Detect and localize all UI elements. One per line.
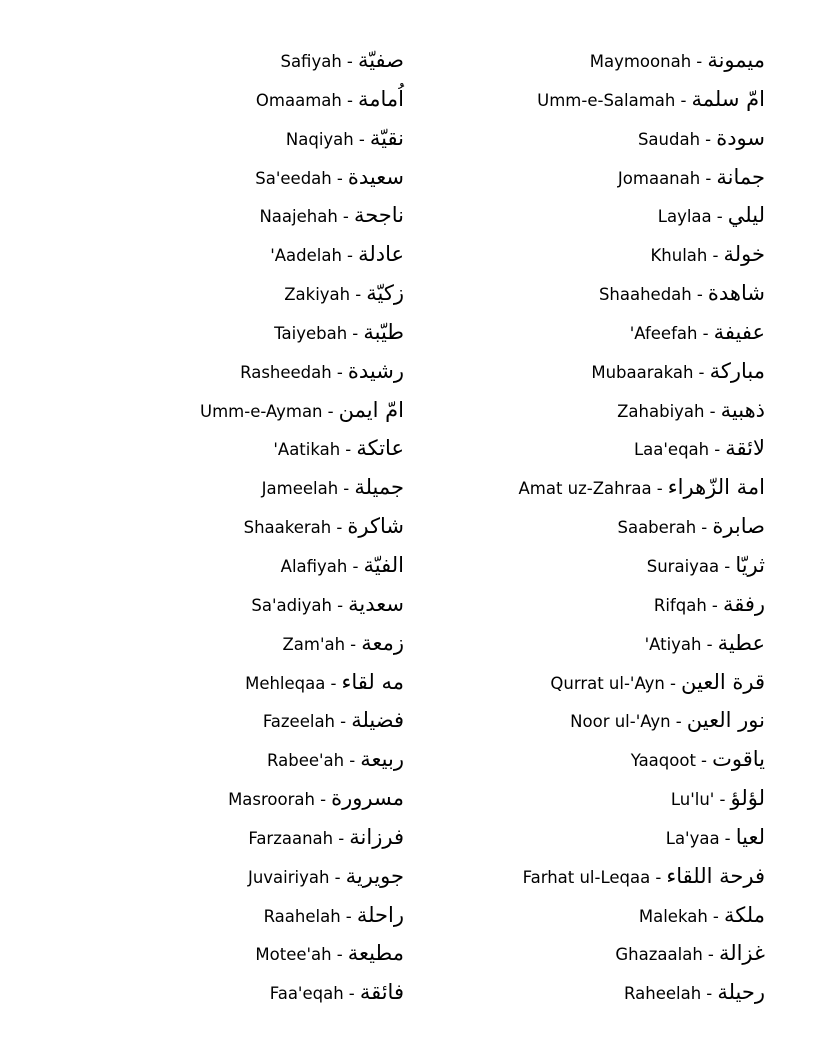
arabic-name: رفقة bbox=[722, 591, 765, 616]
latin-name: Alafiyah bbox=[280, 556, 348, 576]
arabic-name: لائقة bbox=[725, 436, 765, 461]
left-column-name-entry bbox=[273, 429, 404, 469]
name-separator: - bbox=[707, 945, 714, 965]
arabic-name: شاهدة bbox=[707, 281, 765, 306]
name-row bbox=[0, 701, 816, 740]
name-separator: - bbox=[656, 479, 663, 499]
latin-name: Masroorah bbox=[228, 790, 315, 810]
name-separator: - bbox=[340, 712, 347, 732]
arabic-name: راحلة bbox=[356, 902, 404, 927]
arabic-name: فائقة bbox=[359, 980, 404, 1005]
latin-name: 'Afeefah bbox=[629, 323, 698, 343]
left-column-name-entry bbox=[286, 119, 404, 159]
name-separator: - bbox=[346, 52, 353, 71]
right-column-name-entry bbox=[650, 235, 765, 275]
arabic-name: ليلي bbox=[727, 203, 765, 228]
right-column-name-entry bbox=[523, 857, 765, 897]
name-separator: - bbox=[716, 207, 723, 227]
name-separator: - bbox=[336, 362, 343, 382]
arabic-name: سودة bbox=[716, 125, 765, 150]
name-separator: - bbox=[330, 673, 337, 693]
arabic-name: ميمونة bbox=[707, 48, 765, 72]
name-row bbox=[0, 779, 816, 818]
arabic-name: صفيّة bbox=[357, 48, 404, 72]
latin-name: Rabee'ah bbox=[267, 751, 345, 771]
name-separator: - bbox=[343, 479, 350, 499]
latin-name: Juvairiyah bbox=[247, 867, 330, 887]
latin-name: Saaberah bbox=[617, 518, 697, 538]
latin-name: Maymoonah bbox=[589, 52, 692, 71]
arabic-name: ربيعة bbox=[360, 747, 404, 772]
latin-name: Omaamah bbox=[255, 90, 342, 110]
right-column-name-entry bbox=[647, 546, 765, 586]
name-separator: - bbox=[349, 751, 356, 771]
latin-name: Umm-e-Salamah bbox=[537, 90, 676, 110]
right-column-name-entry bbox=[590, 41, 765, 81]
right-column-name-entry bbox=[658, 196, 765, 236]
latin-name: Laa'eqah bbox=[633, 440, 710, 460]
latin-name: Raahelah bbox=[263, 906, 341, 926]
right-column-name-entry bbox=[617, 507, 765, 547]
latin-name: Shaakerah bbox=[243, 518, 332, 538]
name-separator: - bbox=[338, 828, 345, 848]
latin-name: Malekah bbox=[638, 906, 708, 926]
name-separator: - bbox=[337, 595, 344, 615]
left-column-name-entry bbox=[282, 624, 404, 664]
arabic-name: رحيلة bbox=[717, 980, 765, 1005]
right-column-name-entry bbox=[645, 624, 765, 664]
name-separator: - bbox=[347, 246, 353, 266]
name-separator: - bbox=[706, 984, 713, 1004]
right-column-name-entry bbox=[654, 585, 765, 625]
arabic-name: فرحة اللقاء bbox=[666, 863, 765, 888]
name-row bbox=[0, 313, 816, 352]
name-separator: - bbox=[712, 906, 719, 926]
arabic-name: زمعة bbox=[361, 630, 404, 655]
latin-name: 'Aatikah bbox=[273, 440, 341, 460]
left-column-name-entry bbox=[263, 701, 404, 741]
arabic-name: زكيّة bbox=[366, 281, 404, 306]
arabic-name: شاكرة bbox=[347, 514, 404, 539]
name-row bbox=[0, 468, 816, 507]
latin-name: Umm-e-Ayman bbox=[200, 401, 323, 421]
arabic-name: نور العين bbox=[686, 708, 765, 733]
arabic-name: مبارکة bbox=[709, 358, 765, 383]
arabic-name: قرة العين bbox=[681, 669, 765, 694]
name-separator: - bbox=[348, 984, 355, 1004]
right-column-name-entry bbox=[591, 352, 765, 392]
right-column-name-entry bbox=[634, 429, 765, 469]
name-row bbox=[0, 585, 816, 624]
name-row bbox=[0, 934, 816, 973]
name-row bbox=[0, 158, 816, 197]
right-column-name-entry bbox=[639, 896, 765, 936]
arabic-name: عفيفة bbox=[713, 319, 765, 344]
arabic-name: ملكة bbox=[723, 902, 765, 927]
name-separator: - bbox=[320, 790, 327, 810]
arabic-name: جميلة bbox=[354, 475, 404, 500]
arabic-name: امّ ايمن bbox=[338, 397, 404, 422]
latin-name: Lu'lu' bbox=[670, 790, 715, 810]
latin-name: Mubaarakah bbox=[591, 362, 694, 382]
latin-name: Naqiyah bbox=[285, 129, 354, 149]
latin-name: Shaahedah bbox=[598, 285, 692, 305]
right-column-name-entry bbox=[671, 779, 765, 819]
arabic-name: رشيدة bbox=[347, 358, 404, 383]
left-column-name-entry bbox=[245, 663, 404, 703]
name-separator: - bbox=[680, 90, 687, 110]
arabic-name: صابرة bbox=[712, 514, 765, 539]
name-separator: - bbox=[711, 595, 718, 615]
name-row bbox=[0, 274, 816, 313]
left-column-name-entry bbox=[270, 973, 404, 1013]
name-separator: - bbox=[669, 673, 676, 693]
name-separator: - bbox=[705, 129, 712, 149]
name-separator: - bbox=[336, 945, 343, 965]
name-separator: - bbox=[358, 129, 365, 149]
name-separator: - bbox=[350, 634, 357, 654]
arabic-name: فرزانة bbox=[349, 824, 404, 849]
name-separator: - bbox=[724, 828, 731, 848]
name-row bbox=[0, 80, 816, 119]
right-column-name-entry bbox=[631, 740, 765, 780]
name-row bbox=[0, 196, 816, 235]
arabic-name: اُمامة bbox=[358, 86, 404, 111]
left-column-name-entry bbox=[284, 274, 404, 314]
name-separator: - bbox=[327, 401, 334, 421]
arabic-name: غزالة bbox=[718, 941, 765, 966]
name-separator: - bbox=[701, 751, 707, 771]
name-separator: - bbox=[342, 207, 349, 227]
right-column-name-entry bbox=[618, 158, 765, 198]
left-column-name-entry bbox=[255, 934, 404, 974]
name-row bbox=[0, 663, 816, 702]
arabic-name: سعيدة bbox=[347, 164, 404, 189]
arabic-name: نقيّة bbox=[369, 125, 404, 150]
right-column-name-entry bbox=[638, 119, 765, 159]
arabic-name: الفيّة bbox=[363, 552, 404, 577]
right-column-name-entry bbox=[617, 391, 765, 431]
name-row bbox=[0, 41, 816, 80]
name-separator: - bbox=[705, 168, 712, 188]
right-column-name-entry bbox=[666, 818, 765, 858]
name-separator: - bbox=[675, 712, 682, 732]
right-column-name-entry bbox=[624, 973, 765, 1013]
name-separator: - bbox=[352, 556, 359, 576]
name-separator: - bbox=[334, 867, 341, 887]
latin-name: Farzaanah bbox=[248, 828, 334, 848]
left-column-name-entry bbox=[248, 857, 404, 897]
name-row bbox=[0, 391, 816, 430]
arabic-name: جويرية bbox=[345, 863, 404, 888]
latin-name: Motee'ah bbox=[255, 945, 332, 965]
name-row bbox=[0, 429, 816, 468]
latin-name: Amat uz-Zahraa bbox=[518, 479, 652, 499]
arabic-name: مسرورة bbox=[331, 786, 404, 811]
latin-name: Mehleqaa bbox=[245, 673, 326, 693]
latin-name: Saudah bbox=[637, 129, 701, 149]
arabic-name: جمانة bbox=[716, 164, 765, 189]
arabic-name: مه لقاء bbox=[341, 669, 404, 694]
left-column-name-entry bbox=[280, 41, 404, 81]
name-row bbox=[0, 818, 816, 857]
right-column-name-entry bbox=[599, 274, 765, 314]
name-row bbox=[0, 624, 816, 663]
arabic-name: لعيا bbox=[735, 824, 765, 849]
name-separator: - bbox=[709, 401, 716, 421]
latin-name: Sa'eedah bbox=[255, 168, 332, 188]
arabic-name: عاتكة bbox=[356, 436, 404, 461]
latin-name: Ghazaalah bbox=[615, 945, 703, 965]
name-row bbox=[0, 973, 816, 1012]
name-separator: - bbox=[352, 323, 359, 343]
arabic-name: ذهبية bbox=[720, 397, 765, 422]
left-column-name-entry bbox=[244, 507, 404, 547]
latin-name: Zam'ah bbox=[282, 634, 346, 654]
name-separator: - bbox=[714, 440, 721, 460]
left-column-name-entry bbox=[248, 818, 404, 858]
left-column-name-entry bbox=[264, 896, 404, 936]
name-separator: - bbox=[696, 285, 703, 305]
name-separator: - bbox=[345, 440, 352, 460]
left-column-name-entry bbox=[274, 313, 404, 353]
name-separator: - bbox=[336, 168, 343, 188]
left-column-name-entry bbox=[228, 779, 404, 819]
latin-name: Taiyebah bbox=[274, 323, 348, 343]
name-separator: - bbox=[698, 362, 705, 382]
name-separator: - bbox=[355, 285, 362, 305]
left-column-name-entry bbox=[256, 80, 404, 120]
right-column-name-entry bbox=[537, 80, 765, 120]
arabic-name: امّ سلمة bbox=[691, 86, 765, 111]
right-column-name-entry bbox=[615, 934, 765, 974]
name-separator: - bbox=[719, 790, 726, 810]
latin-name: Rifqah bbox=[653, 595, 707, 615]
left-column-name-entry bbox=[255, 158, 404, 198]
name-row bbox=[0, 235, 816, 274]
arabic-name: امة الزّهراء bbox=[667, 475, 765, 500]
name-separator: - bbox=[706, 634, 713, 654]
name-row bbox=[0, 546, 816, 585]
name-separator: - bbox=[701, 518, 708, 538]
left-column-name-entry bbox=[267, 740, 404, 780]
latin-name: Rasheedah bbox=[240, 362, 332, 382]
name-separator: - bbox=[345, 906, 352, 926]
latin-name: Naajehah bbox=[259, 207, 338, 227]
arabic-name: خولة bbox=[723, 242, 765, 267]
latin-name: Jomaanah bbox=[617, 168, 701, 188]
left-column-name-entry bbox=[262, 468, 404, 508]
arabic-name: فضيلة bbox=[351, 708, 404, 733]
name-separator: - bbox=[655, 867, 662, 887]
latin-name: Zakiyah bbox=[284, 285, 351, 305]
name-separator: - bbox=[702, 323, 709, 343]
arabic-name: مطيعة bbox=[347, 941, 404, 966]
latin-name: Jameelah bbox=[261, 479, 339, 499]
right-column-name-entry bbox=[630, 313, 765, 353]
arabic-name: ياقوت bbox=[712, 747, 765, 772]
name-separator: - bbox=[696, 52, 703, 71]
latin-name: Noor ul-'Ayn bbox=[570, 712, 671, 732]
latin-name: Sa'adiyah bbox=[251, 595, 332, 615]
latin-name: Laylaa bbox=[657, 207, 712, 227]
latin-name: Raheelah bbox=[624, 984, 702, 1004]
name-separator: - bbox=[724, 556, 731, 576]
latin-name: Yaaqoot bbox=[630, 751, 696, 771]
right-column-name-entry bbox=[550, 663, 765, 703]
latin-name: La'yaa bbox=[665, 828, 720, 848]
left-column-name-entry bbox=[270, 235, 404, 275]
latin-name: 'Atiyah bbox=[644, 634, 702, 654]
right-column-name-entry bbox=[518, 468, 765, 508]
left-column-name-entry bbox=[240, 352, 404, 392]
names-list bbox=[0, 41, 816, 1012]
latin-name: Khulah bbox=[650, 246, 708, 266]
latin-name: Suraiyaa bbox=[646, 556, 720, 576]
arabic-name: ثريّا bbox=[735, 552, 765, 577]
latin-name: 'Aadelah bbox=[270, 246, 342, 266]
left-column-name-entry bbox=[281, 546, 404, 586]
name-row bbox=[0, 352, 816, 391]
left-column-name-entry bbox=[259, 196, 404, 236]
name-separator: - bbox=[712, 246, 719, 266]
latin-name: Fazeelah bbox=[262, 712, 336, 732]
name-separator: - bbox=[336, 518, 343, 538]
arabic-name: عطية bbox=[717, 630, 765, 655]
arabic-name: طيّبة bbox=[363, 319, 404, 344]
name-row bbox=[0, 896, 816, 935]
left-column-name-entry bbox=[200, 391, 404, 431]
name-row bbox=[0, 740, 816, 779]
name-row bbox=[0, 507, 816, 546]
latin-name: Qurrat ul-'Ayn bbox=[550, 673, 665, 693]
latin-name: Safiyah bbox=[280, 52, 342, 71]
name-row bbox=[0, 119, 816, 158]
left-column-name-entry bbox=[251, 585, 404, 625]
arabic-name: سعدية bbox=[348, 591, 404, 616]
right-column-name-entry bbox=[570, 701, 765, 741]
name-separator: - bbox=[346, 90, 353, 110]
name-row bbox=[0, 857, 816, 896]
latin-name: Faa'eqah bbox=[269, 984, 344, 1004]
arabic-name: ناجحة bbox=[353, 203, 404, 228]
arabic-name: لؤلؤ bbox=[730, 786, 765, 811]
latin-name: Farhat ul-Leqaa bbox=[522, 867, 651, 887]
arabic-name: عادلة bbox=[358, 242, 404, 267]
latin-name: Zahabiyah bbox=[617, 401, 705, 421]
